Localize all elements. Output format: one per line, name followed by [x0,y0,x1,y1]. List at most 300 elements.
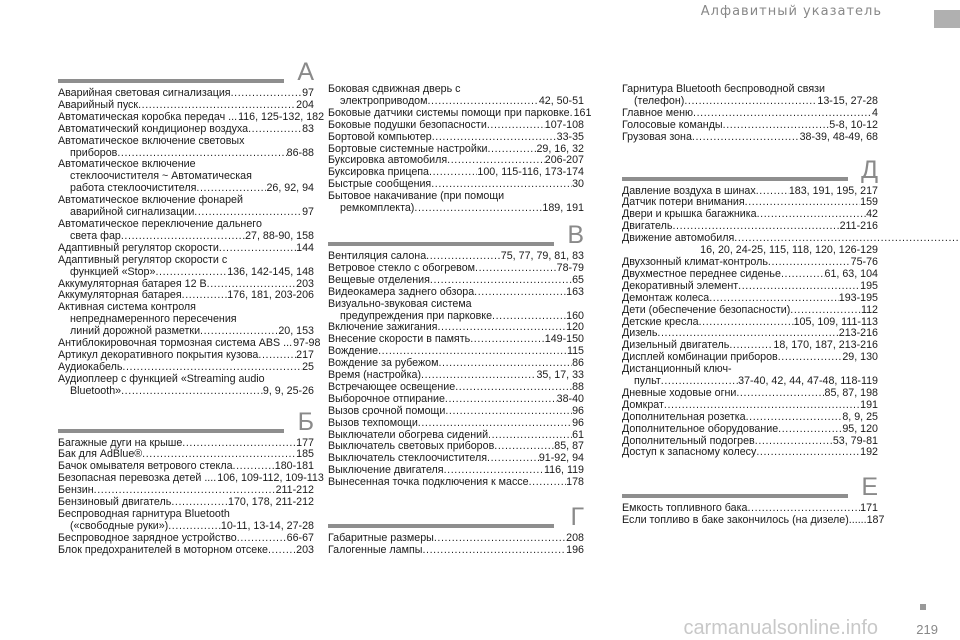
index-entry [328,418,584,430]
entry-line [58,255,314,267]
index-entry [58,110,325,124]
dot-leader [231,88,303,100]
entry-pages: 42 [866,208,878,221]
index-entry [58,545,314,557]
entry-pages: 177 [296,436,314,449]
index-entry [58,255,314,279]
entry-term: Автоматическая коробка передач .. [58,110,235,123]
index-entry [58,374,314,398]
entry-pages: 66-67 [286,531,314,544]
entry-pages: 86 [572,357,584,370]
entry-pages: 163 [566,285,584,298]
entry-pages: 208 [566,532,584,545]
dot-leader [745,197,861,209]
dot-leader [121,386,263,398]
footer-marker [920,604,926,610]
entry-term: Бензиновый двигатель [58,496,172,509]
entry-term: Вентиляция салона [328,249,427,262]
watermark: carmanualsonline.info [683,617,878,639]
entry-pages: 189, 191 [542,202,584,215]
entry-term: Вызов срочной помощи [328,404,446,417]
index-entry [58,136,314,160]
entry-pages: 196 [566,544,584,556]
entry-term: Дистанционный ключ- [622,363,732,376]
entry-line [58,386,314,398]
entry-term: стеклоочистителя ~ Автоматическая [70,170,252,183]
index-section [328,503,584,557]
entry-term: Автоматическое включение световых [58,134,245,147]
entry-term: Главное меню [622,106,694,119]
dot-leader [248,124,302,136]
entry-pages: 25 [302,360,314,373]
entry-term: Автоматическое переключение дальнего [58,217,262,230]
entry-line [58,374,314,386]
index-entry [622,514,885,527]
dot-leader [529,477,567,489]
entry-term: приборов [70,146,118,159]
entry-term: Демонтаж колеса [622,291,710,304]
entry-pages: 20, 153 [278,325,314,338]
entry-term: Выключатель стеклоочистителя [328,452,488,465]
entry-term: Безопасная перевозка детей ... [58,472,214,485]
entry-term: Аварийный пуск [58,98,139,111]
entry-term: Встречающее освещение [328,380,456,393]
entry-pages: 85, 87, 198 [824,386,878,399]
entry-pages: 78-79 [556,261,584,274]
entry-term: Время (настройка) [328,369,422,382]
entry-pages: 96 [572,416,584,429]
index-entry [622,132,878,144]
entry-line [328,275,584,287]
entry-pages: 206-207 [544,154,584,167]
index-entry [328,299,584,323]
dot-leader [723,120,830,132]
entry-term: Дневные ходовые огни [622,386,737,399]
index-entry [58,509,314,533]
entry-pages: 185 [296,448,314,461]
index-entry [622,281,878,293]
dot-leader [237,533,287,545]
entry-line [328,203,584,215]
entry-term: Бортовые системные настройки [328,142,488,155]
index-entry [328,406,584,418]
entry-pages: 115 [566,345,584,358]
entry-pages: 176, 181, 203-206 [227,289,314,302]
dot-leader [778,424,842,436]
dot-leader [418,418,572,430]
entry-line [622,412,878,424]
entry-pages: 183, 191, 195, 217 [788,184,878,197]
entry-pages: 33-35 [556,130,584,143]
index-entry [622,305,878,317]
entry-pages: 96 [572,404,584,417]
entry-pages: 217 [296,348,314,361]
index-entry [58,219,314,243]
index-entry [328,84,584,108]
entry-pages: 61, 63, 104 [824,267,878,280]
entry-term: Грузовая зона [622,130,692,143]
entry-term: аварийной сигнализации [70,206,195,219]
entry-pages: 136, 142-145, 148 [227,265,314,278]
dot-leader [445,394,557,406]
entry-pages: 35, 17, 33 [536,369,584,382]
dot-leader [684,96,817,108]
dot-leader [781,269,825,281]
index-entry [328,191,584,215]
dot-leader [432,132,557,144]
section-divider [622,177,848,181]
entry-line [622,269,878,281]
entry-pages: 85, 87 [554,440,584,453]
index-entry [328,132,584,144]
entry-term: непреднамеренного пересечения [70,313,237,326]
section-divider [622,494,848,498]
entry-term: ремкомплекта) [340,202,415,215]
entry-term: Буксировка автомобиля [328,154,448,167]
dot-leader [664,400,860,412]
entry-pages: 203 [296,543,314,556]
entry-pages: 42, 50-51 [538,94,584,107]
entry-line [328,394,584,406]
dot-leader [121,231,245,243]
index-entry [622,120,878,132]
dot-leader [474,287,566,299]
dot-leader [182,438,296,450]
entry-pages: 10-11, 13-14, 27-28 [220,519,314,532]
entry-pages: 5-8, 10-12 [829,118,878,131]
index-entry [58,533,314,545]
entry-pages: 38-40 [556,392,584,405]
entry-term: Дизельный двигатель [622,339,730,352]
entry-term: Выборочное отпирание [328,392,445,405]
entry-pages: 161 [573,106,592,119]
entry-term: Бортовой компьютер [328,130,432,143]
entry-pages: 160 [566,309,584,322]
entry-term: Bluetooth» [70,384,122,397]
dot-leader [699,317,794,329]
entry-term: пульт [634,375,661,388]
index-entry [328,477,584,489]
entry-line [328,545,584,557]
entry-pages: 53, 79-81 [832,434,878,447]
dot-leader [429,167,477,179]
entry-pages: 75, 77, 79, 81, 83 [500,249,584,262]
index-section [622,84,878,144]
entry-term: Буксировка прицепа [328,166,429,179]
entry-pages: 204 [296,98,314,111]
entry-pages: 112 [860,303,878,316]
dot-leader [736,388,824,400]
entry-pages: 83 [302,122,314,135]
dot-leader [475,263,557,275]
dot-leader [422,545,566,557]
entry-term: Давление воздуха в шинах [622,184,756,197]
dot-leader [455,382,572,394]
entry-pages: 18, 170, 187, 213-216 [773,339,878,352]
dot-leader [693,108,872,120]
page-number: 219 [916,622,938,637]
index-entry [622,269,878,281]
entry-term: Боковая сдвижная дверь с [328,83,461,95]
entry-pages: 97 [302,206,314,219]
section-letter: Д [861,155,878,184]
entry-pages: 75-76 [850,255,878,268]
entry-pages: 107-108 [544,118,584,131]
index-section [328,221,584,489]
section-heading [58,408,314,438]
entry-term: Дети (обеспечение безопасности) [622,303,791,316]
entry-term: Артикул декоративного покрытия кузова [58,348,259,361]
entry-pages: 29, 130 [842,351,878,364]
index-entry [58,302,314,338]
entry-term: Галогенные лампы [328,544,423,556]
entry-line [622,514,885,527]
index-entry [328,120,584,132]
index-column-2 [328,83,592,557]
index-entry [622,84,878,108]
entry-line [58,110,325,124]
entry-term: Габаритные размеры [328,532,434,545]
entry-term: Дизель [622,327,658,340]
entry-term: линий дорожной разметки [70,325,201,338]
entry-term: Бытовое накачивание (при помощи [328,190,505,203]
entry-pages: 171 [860,502,878,515]
entry-pages: 191 [860,398,878,411]
entry-term: Ветровое стекло с обогревом [328,261,475,274]
dot-leader [268,545,296,557]
entry-term: Движение автомобиля [622,232,735,245]
entry-line [622,293,878,305]
entry-term: Боковые датчики системы помощи при парковке [328,106,570,119]
entry-term: света фар [70,229,121,242]
entry-line [622,281,878,293]
entry-pages: 106, 109-112, 109-113 [217,472,324,485]
entry-line [622,400,878,412]
entry-term: Активная система контроля [58,301,196,314]
entry-term: Бак для AdBlue® [58,448,143,461]
entry-term: Дисплей комбинации приборов [622,351,778,364]
entry-term: Аккумуляторная батарея [58,289,182,302]
entry-pages: 192 [860,446,878,459]
entry-line [622,424,878,436]
entry-pages: 61 [572,428,584,441]
index-section [58,407,324,557]
section-divider [328,242,554,246]
dot-leader [755,436,833,448]
dot-leader [790,305,861,317]
dot-leader [434,533,566,545]
entry-term: (телефон) [634,94,685,107]
index-entry [58,195,314,219]
entry-term: Бензин [58,484,94,497]
entry-term: Антиблокировочная тормозная система ABS .. [58,337,290,350]
entry-pages: 8, 9, 25 [842,410,878,423]
index-entry [328,394,584,406]
entry-pages: 97 [302,87,314,99]
index-entry [622,412,878,424]
entry-line [58,136,314,148]
entry-term: Вещевые отделения [328,273,430,286]
entry-pages: 211-216 [839,220,878,233]
entry-pages: 88 [572,380,584,393]
dot-leader [778,352,843,364]
entry-term: Если топливо в баке закончилось (на дизеле)...... [622,514,867,527]
section-letter: А [297,58,314,86]
entry-pages: 95, 120 [842,422,878,435]
index-entry [622,108,878,120]
entry-term: Автоматический кондиционер воздуха [58,122,249,135]
entry-term: Емкость топливного бака [622,502,748,515]
section-heading [58,58,314,88]
section-heading [328,503,584,533]
entry-pages: 29, 16, 32 [536,142,584,155]
entry-term: Датчик потери внимания [622,196,745,209]
entry-term: Визуально-звуковая система [328,297,472,310]
entry-term: Двигатель [622,220,673,233]
entry-term: Домкрат [622,398,664,411]
section-letter: Г [570,503,584,532]
entry-pages: 159 [860,196,878,209]
dot-leader [734,232,960,244]
entry-term: Беспроводное зарядное устройство [58,531,237,544]
entry-line [58,545,314,557]
dot-leader [709,293,839,305]
entry-term: («свободные руки») [70,519,169,532]
entry-line [58,231,314,243]
entry-term: электроприводом [340,94,428,107]
index-entry [328,275,584,287]
entry-line [328,263,584,275]
dot-leader [414,203,542,215]
entry-line [328,477,584,489]
dot-leader [756,186,789,198]
dot-leader [445,406,572,418]
dot-leader [746,412,843,424]
section-heading [328,221,584,251]
entry-pages: 144 [296,241,314,254]
entry-term: работа стеклоочистителя [70,182,197,195]
entry-pages: 180-181 [274,460,314,473]
entry-line [622,108,878,120]
index-entry [58,159,314,195]
index-section [58,58,325,398]
entry-term: Декоративный элемент [622,279,739,292]
entry-line [328,418,584,430]
index-entry [622,447,878,459]
section-heading [622,156,878,186]
section-divider [58,79,284,83]
entry-term: предупреждения при парковке [340,309,493,322]
entry-pages: 9, 9, 25-26 [262,384,314,397]
entry-line [58,267,314,279]
index-entry [328,545,584,557]
section-letter: В [567,220,584,249]
entry-line [328,106,592,120]
entry-pages: 100, 115-116, 173-174 [477,166,584,179]
entry-term: Выключатель световых приборов [328,440,495,453]
entry-term: Аудиокабель [58,360,123,373]
index-entry [622,424,878,436]
index-entry [328,106,592,120]
dot-leader [258,350,296,362]
dot-leader [756,447,860,459]
dot-leader [219,243,296,255]
dot-leader [487,120,545,132]
index-entry [622,293,878,305]
index-entry [622,364,878,388]
entry-term: Дополнительное оборудование [622,422,779,435]
entry-pages: 86-88 [286,146,314,159]
entry-term: Беспроводная гарнитура Bluetooth [58,508,230,520]
entry-pages: 91-92, 94 [538,452,584,465]
dot-leader [470,334,545,346]
entry-term: Вызов техпомощи [328,416,418,429]
entry-term: Доступ к запасному колесу [622,446,757,459]
entry-term: Аудиоплеер с функцией «Streaming audio [58,372,265,385]
dot-leader [492,311,566,323]
entry-term: Дополнительный подогрев [622,434,755,447]
entry-term: Адаптивный регулятор скорости [58,241,219,254]
entry-pages: 211-212 [275,484,314,497]
entry-pages: 193-195 [838,291,878,304]
entry-pages: 38-39, 48-49, 68 [799,130,878,143]
entry-line [328,120,584,132]
entry-pages: 120 [566,321,584,334]
entry-line [622,447,878,459]
section-letter: Е [861,473,878,502]
entry-term: Включение зажигания [328,321,438,334]
header-tab-marker [934,10,960,28]
entry-line [622,305,878,317]
entry-term: Двухзонный климат-контроль [622,255,768,268]
entry-term: Вождение [328,345,379,358]
entry-term: Автоматическое включение фонарей [58,194,243,207]
index-column-1 [58,58,325,557]
index-section [622,473,885,527]
section-divider [58,429,284,433]
entry-term: Боковые подушки безопасности [328,118,487,131]
entry-term: Выключение двигателя [328,464,444,477]
entry-term: Двухместное переднее сиденье [622,267,781,280]
entry-term: Багажные дуги на крыше [58,436,183,449]
index-entry [622,400,878,412]
entry-line [328,299,584,311]
entry-pages: 13-15, 27-28 [817,94,878,107]
entry-term: Внесение скорости в память [328,333,471,346]
entry-pages: 30 [572,178,584,191]
entry-pages: 170, 178, 211-212 [228,496,314,509]
entry-pages: 187 [866,514,885,527]
entry-term: Быстрые сообщения [328,178,432,191]
index-entry [328,263,584,275]
entry-term: Блок предохранителей в моторном отсеке [58,543,268,556]
index-column-3 [622,83,885,527]
entry-pages: 105, 109, 111-113 [793,315,878,328]
entry-term: Видеокамера заднего обзора [328,285,475,298]
entry-term: 16, 20, 24-25, 115, 118, 120, 126-129 [700,244,878,257]
entry-term: Вождение за рубежом [328,357,439,370]
index-entry [622,233,878,257]
entry-pages: 4 [872,106,878,119]
index-section [622,156,878,460]
dot-leader [738,281,860,293]
entry-pages: 27, 88-90, 158 [245,229,314,242]
section-heading [622,473,878,503]
entry-line [622,120,878,132]
index-section [328,83,592,215]
entry-term: Аккумуляторная батарея 12 В [58,277,207,290]
entry-term: Вынесенная точка подключения к массе [328,476,529,489]
